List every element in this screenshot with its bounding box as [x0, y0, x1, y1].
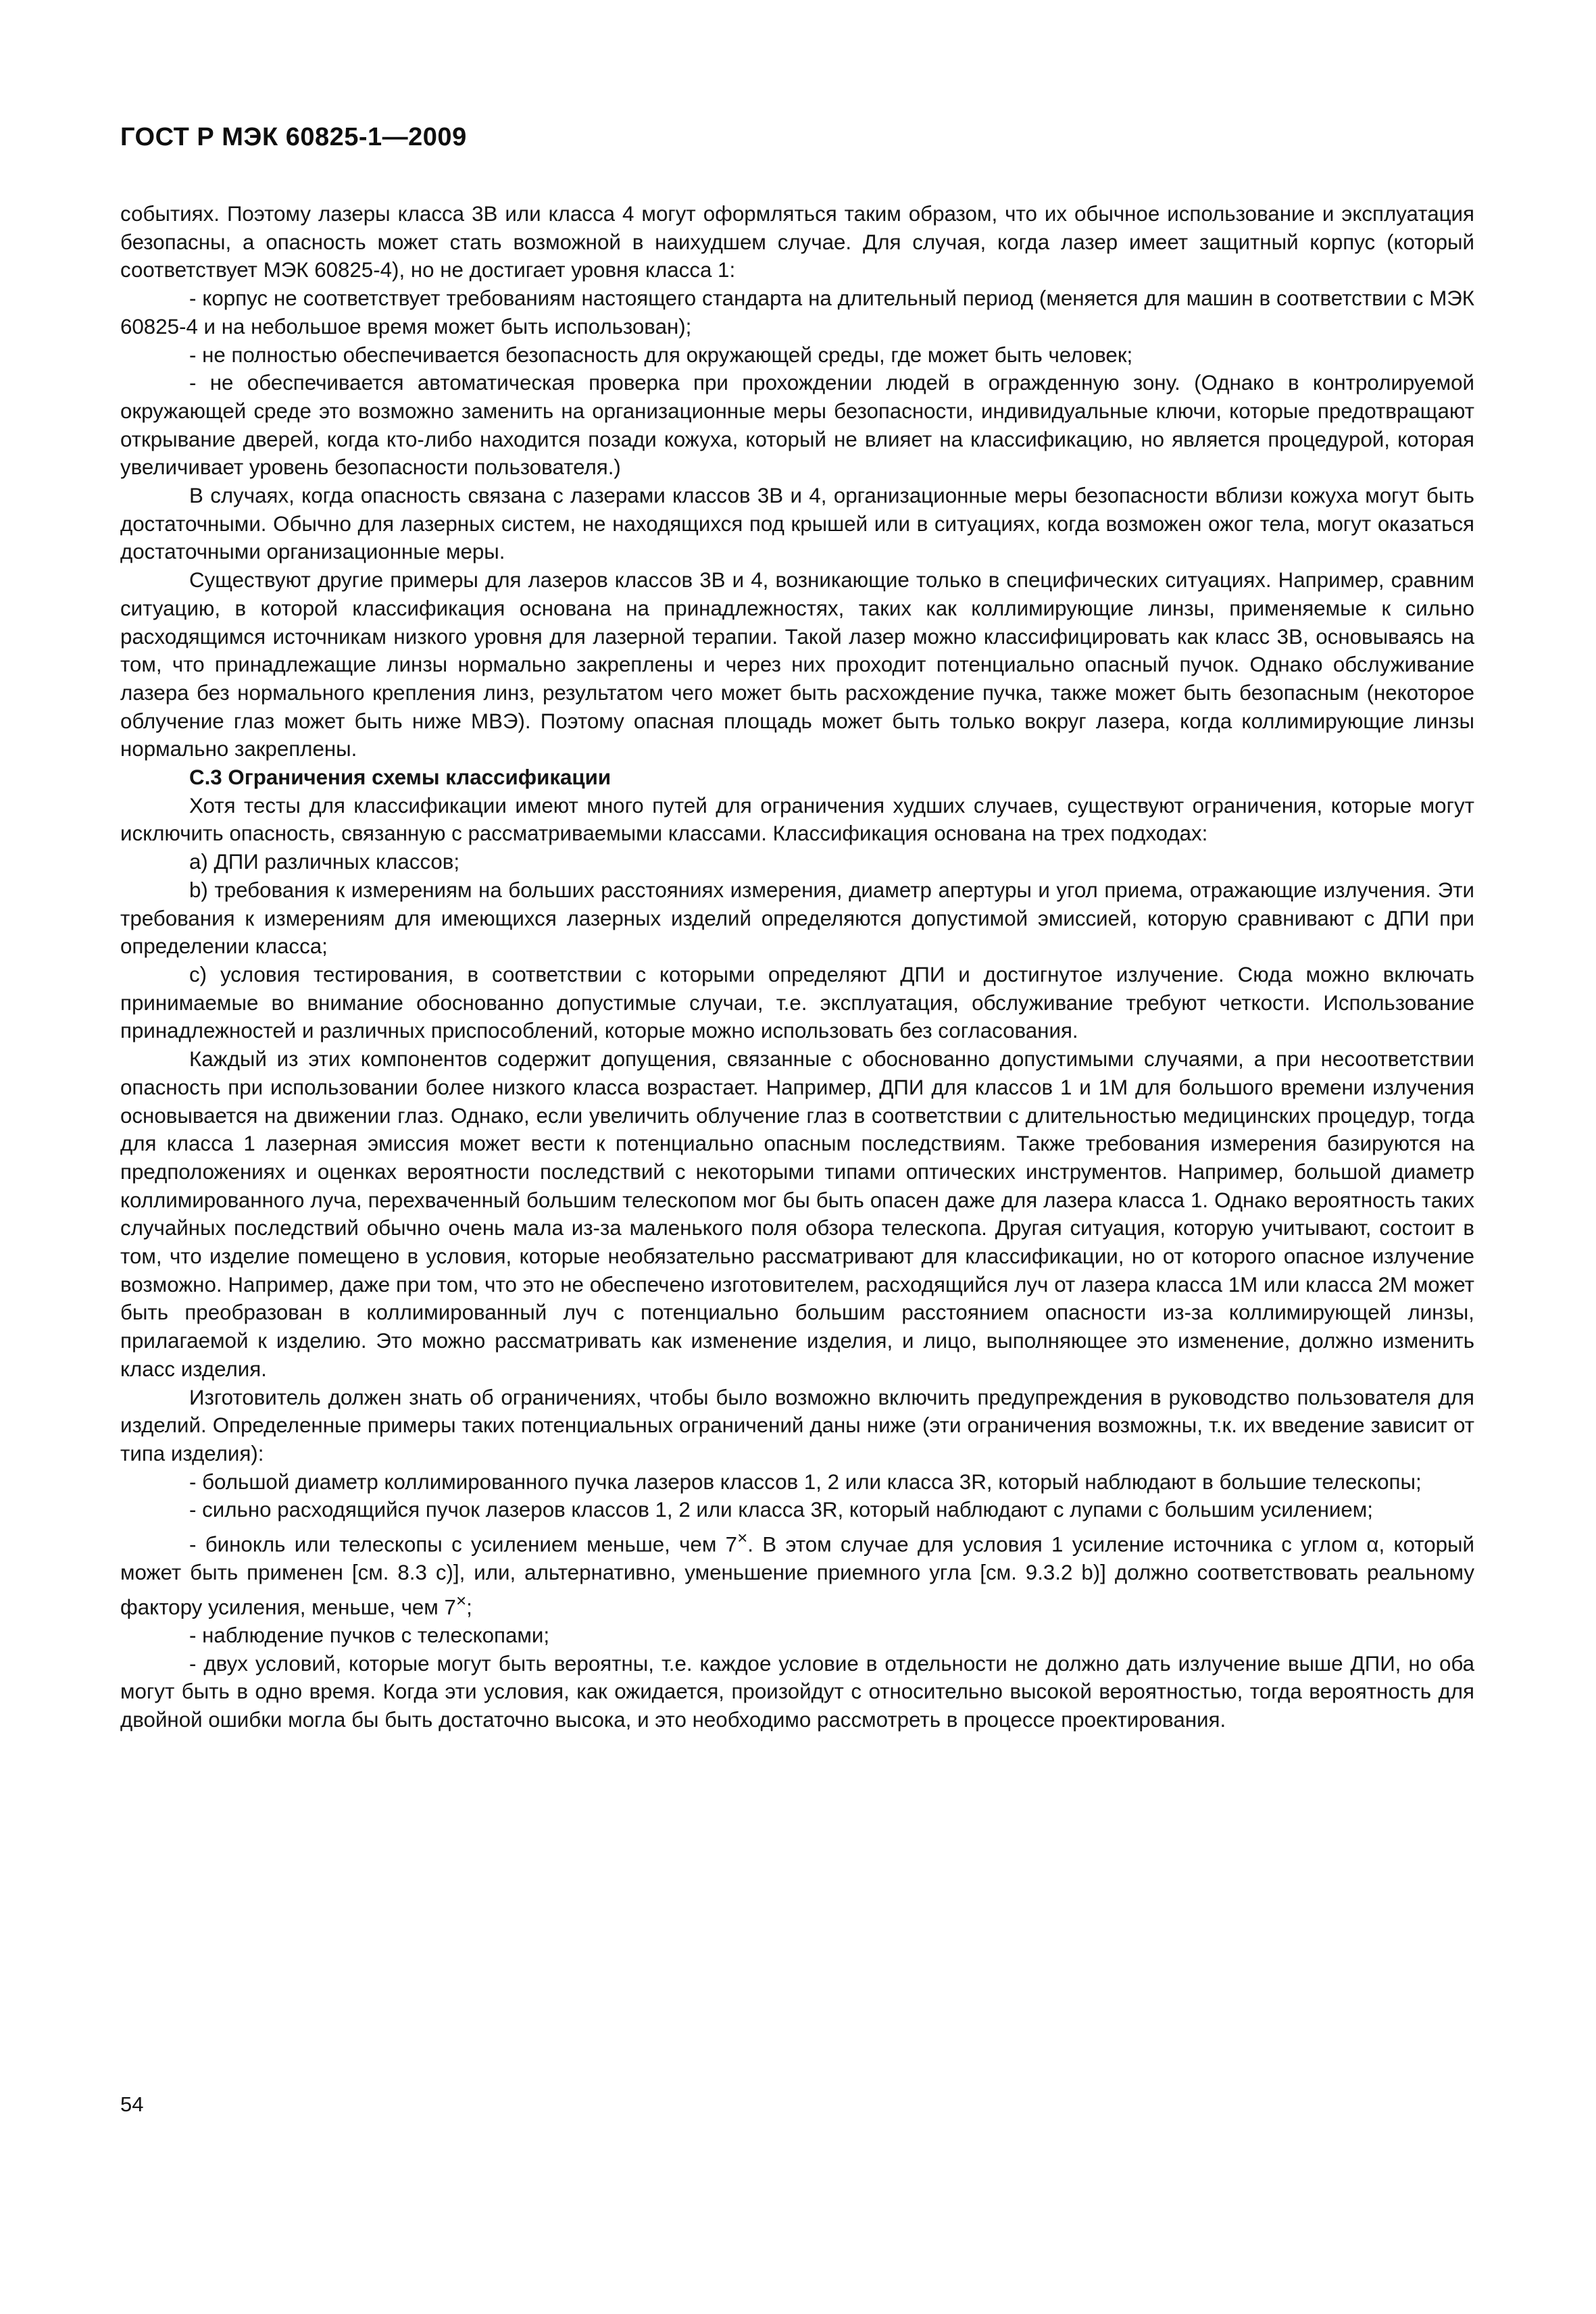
- document-body: [120, 200, 1474, 1734]
- list-item: - сильно расходящийся пучок лазеров классов 1, 2 или класса 3R, который наблюдают с лупами с большим усилением;: [189, 1498, 1373, 1522]
- paragraph: Хотя тесты для классификации имеют много путей для ограничения худших случаев, существуют ограничения, которые могут исключить опасность, связанную с рассматриваемыми классами. Классификация основана на трех подходах:: [120, 793, 1474, 846]
- list-item: а) ДПИ различных классов;: [189, 850, 460, 874]
- page-number: 54: [120, 2092, 144, 2116]
- section-heading: С.3 Ограничения схемы классификации: [189, 765, 612, 790]
- magnification-sign: ×: [455, 1590, 467, 1611]
- list-item: - большой диаметр коллимированного пучка лазеров классов 1, 2 или класса 3R, который наблюдают в большие телескопы;: [189, 1469, 1422, 1494]
- list-item-text: ;: [466, 1595, 472, 1619]
- list-item: с) условия тестирования, в соответствии с которыми определяют ДПИ и достигнутое излучение. Сюда можно включать принимаемые во внимание обоснованно допустимые случаи, т.е. эксплуатация, обслуживание требуют четкости. Использование принадлежностей и различных приспособлений, которые можно использовать без согласования.: [120, 962, 1474, 1043]
- list-item: - не обеспечивается автоматическая проверка при прохождении людей в огражденную зону. (Однако в контролируемой окружающей среде это возможно заменить на организационные меры безопасности, индивидуальные ключи, которые предотвращают открывание дверей, когда кто-либо находится позади кожуха, который не влияет на классификацию, но является процедурой, которая увеличивает уровень безопасности пользователя.): [120, 371, 1474, 480]
- paragraph: Существуют другие примеры для лазеров классов 3В и 4, возникающие только в специфических ситуациях. Например, сравним ситуацию, в которой классификация основана на принадлежностях, таких как коллимирующие линзы, применяемые к сильно расходящимся источникам низкого уровня для лазерной терапии. Такой лазер можно классифицировать как класс 3В, основываясь на том, что принадлежащие линзы нормально закреплены и через них проходит потенциально опасный пучок. Однако обслуживание лазера без нормального крепления линз, результатом чего может быть расхождение пучка, также может быть безопасным (некоторое облучение глаз может быть ниже МВЭ). Поэтому опасная площадь может быть только вокруг лазера, когда коллимирующие линзы нормально закреплены.: [120, 568, 1474, 761]
- list-item-text: . В этом случае для условия 1 усиление источника с углом α, который может быть применен [см. 8.3 с)], или, альтернативно, уменьшение приемного угла [см. 9.3.2 b)] должно соответствовать реальному фактору усиления, меньше, чем 7: [120, 1532, 1474, 1619]
- document-header-title: ГОСТ Р МЭК 60825-1—2009: [120, 123, 467, 151]
- list-item: - наблюдение пучков с телескопами;: [189, 1624, 550, 1647]
- list-item: - корпус не соответствует требованиям настоящего стандарта на длительный период (меняется для машин в соответствии с МЭК 60825-4 и на небольшое время может быть использован);: [120, 286, 1474, 338]
- list-item: - двух условий, которые могут быть вероятны, т.е. каждое условие в отдельности не должно дать излучение выше ДПИ, но оба могут быть в одно время. Когда эти условия, как ожидается, произойдут с относительно высокой вероятностью, тогда вероятность для двойной ошибки могла бы быть достаточно высока, и это необходимо рассмотреть в процессе проектирования.: [120, 1651, 1474, 1732]
- list-item: - не полностью обеспечивается безопасность для окружающей среды, где может быть человек;: [189, 343, 1133, 367]
- paragraph: Изготовитель должен знать об ограничениях, чтобы было возможно включить предупреждения в руководство пользователя для изделий. Определенные примеры таких потенциальных ограничений даны ниже (эти ограничения возможны, т.к. их введение зависит от типа изделия):: [120, 1385, 1474, 1465]
- paragraph: Каждый из этих компонентов содержит допущения, связанные с обоснованно допустимыми случаями, а при несоответствии опасность при использовании более низкого класса возрастает. Например, ДПИ для классов 1 и 1М для большого времени излучения основывается на движении глаз. Однако, если увеличить облучение глаз в соответствии с длительностью медицинских процедур, тогда для класса 1 лазерная эмиссия может вести к потенциально опасным последствиям. Также требования измерения базируются на предположениях и оценках вероятности последствий с некоторыми типами оптических инструментов. Например, большой диаметр коллимированного луча, перехваченный большим телескопом мог бы быть опасен даже для лазера класса 1. Однако вероятность таких случайных последствий обычно очень мала из-за маленького поля обзора телескопа. Другая ситуация, которую учитывают, состоит в том, что изделие помещено в условия, которые необязательно рассматривают для классификации, но от которого опасное излучение возможно. Например, даже при том, что это не обеспечено изготовителем, расходящийся луч от лазера класса 1М или класса 2М может быть преобразован в коллимированный луч с потенциально большим расстоянием опасности из-за коллимирующей линзы, прилагаемой к изделию. Это можно рассматривать как изменение изделия, и лицо, выполняющее это изменение, должно изменить класс изделия.: [120, 1047, 1474, 1381]
- paragraph: событиях. Поэтому лазеры класса 3В или класса 4 могут оформляться таким образом, что их обычное использование и эксплуатация безопасны, а опасность может стать возможной в наихудшем случае. Для случая, когда лазер имеет защитный корпус (который соответствует МЭК 60825-4), но не достигает уровня класса 1:: [120, 202, 1474, 282]
- list-item: b) требования к измерениям на больших расстояниях измерения, диаметр апертуры и угол приема, отражающие излучения. Эти требования к измерениям для имеющихся лазерных изделий определяются допустимой эмиссией, которую сравнивают с ДПИ при определении класса;: [120, 878, 1474, 959]
- list-item-text: - бинокль или телескопы с усилением меньше, чем 7: [189, 1532, 738, 1557]
- magnification-sign: ×: [737, 1528, 748, 1549]
- list-item: [120, 1524, 1474, 1621]
- paragraph: В случаях, когда опасность связана с лазерами классов 3В и 4, организационные меры безопасности вблизи кожуха могут быть достаточными. Обычно для лазерных систем, не находящихся под крышей или в ситуациях, когда возможен ожог тела, могут оказаться достаточными организационные меры.: [120, 484, 1474, 564]
